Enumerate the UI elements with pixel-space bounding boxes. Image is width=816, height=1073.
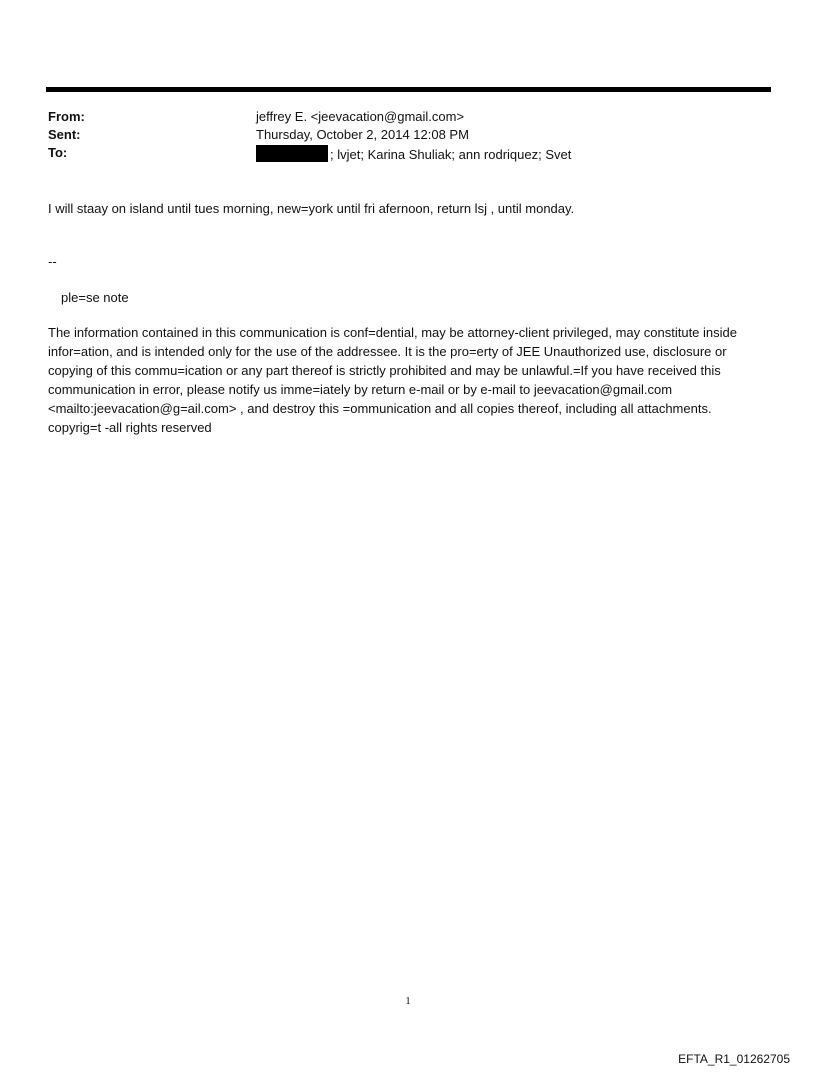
note-text: ple=se note [61, 290, 129, 305]
document-id: EFTA_R1_01262705 [678, 1052, 790, 1066]
page-number: 1 [405, 995, 411, 1007]
to-label: To: [48, 145, 68, 160]
from-label: From: [48, 109, 85, 124]
redaction-block [256, 145, 328, 162]
header-rule [46, 87, 771, 92]
to-value-row [256, 145, 571, 162]
from-value: jeffrey E. <jeevacation@gmail.com> [256, 109, 465, 124]
sent-label: Sent: [48, 127, 81, 142]
signature-separator: -- [48, 254, 57, 269]
sent-value: Thursday, October 2, 2014 12:08 PM [256, 127, 469, 142]
disclaimer-text: The information contained in this communication is conf=dential, may be attorney-client privileged, may constitute inside infor=ation, and is intended only for the use of the addressee. It is the pro=erty of JEE Unauthorized use, disclosure or copying of this commu=ication or any part thereof is strictly prohibited and may be unlawful.=If you have received this communication in error, please notify us imme=iately by return e-mail or by e-mail to jeevacation@gmail.com <mailto:jeevacation@g=ail.com> , and destroy this =ommunication and all copies thereof, including all attachments. copyrig=t -all rights reserved [48, 325, 737, 435]
to-value: ; lvjet; Karina Shuliak; ann rodriquez; Svet [330, 147, 572, 162]
message-text: I will staay on island until tues morning, new=york until fri afernoon, return lsj , until monday. [48, 201, 575, 216]
